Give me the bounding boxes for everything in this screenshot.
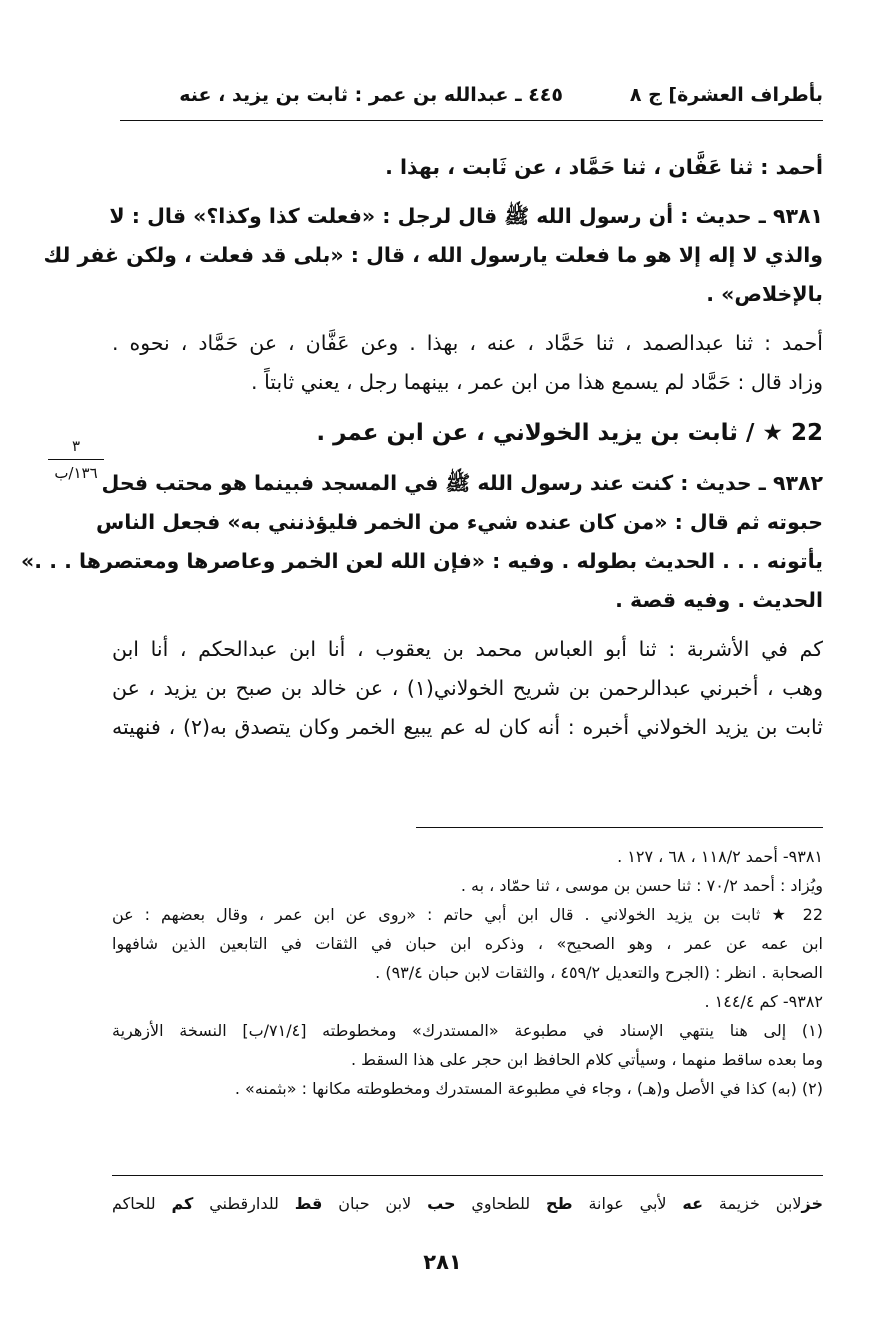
abbreviations-key [112, 1190, 823, 1218]
abbrev-item: حب لابن حبان [338, 1194, 456, 1213]
footnote-line: 22 ★ ثابت بن يزيد الخولاني . قال ابن أبي حاتم : «روى عن ابن عمر ، وقال بعضهم : عن [112, 905, 823, 924]
hadith-9382-line: ٩٣٨٢ ـ حديث : كنت عند رسول الله ﷺ في المسجد فبينما هو محتب فحل [101, 471, 823, 495]
text-line: ثابت بن يزيد الخولاني أخبره : أنه كان له عم يبيع الخمر وكان يتصدق به(٢) ، فنهيته [112, 715, 824, 739]
margin-note-divider [48, 459, 104, 460]
manuscript-margin-note [44, 436, 108, 483]
margin-note-bottom: ١٣٦/ب [54, 464, 98, 482]
margin-note-top: ٣ [71, 437, 81, 455]
header-chapter-title: ٤٤٥ ـ عبدالله بن عمر : ثابت بن يزيد ، عنه [179, 84, 563, 106]
text-line: كم في الأشربة : ثنا أبو العباس محمد بن يعقوب ، أنا ابن عبدالحكم ، أنا ابن [112, 637, 823, 661]
text-line: يأتونه . . . الحديث بطوله . وفيه : «فإن الله لعن الخمر وعاصرها ومعتصرها . . .» [21, 549, 823, 573]
text-line: بالإخلاص» . [706, 282, 823, 306]
footnote-line: وما بعده ساقط منهما ، وسيأتي كلام الحافظ ابن حجر على هذا السقط . [350, 1050, 823, 1069]
footnotes [112, 842, 823, 1103]
text-line: وهب ، أخبرني عبدالرحمن بن شريح الخولاني(١) ، عن خالد بن صبح بن يزيد ، عن [112, 676, 823, 700]
text-line: الحديث . وفيه قصة . [615, 588, 823, 612]
footnote-line: ويُزاد : أحمد ٧٠/٢ : ثنا حسن بن موسى ، ثنا حمّاد ، به . [460, 876, 823, 895]
header-book-title: بأطراف العشرة] ج ٨ [629, 84, 823, 106]
text-line: وزاد قال : حَمَّاد لم يسمع هذا من ابن عمر ، بينهما رجل ، يعني ثابتاً . [251, 370, 823, 394]
abbrev-item: عه لأبي عوانة [588, 1194, 704, 1213]
text-line: والذي لا إله إلا هو ما فعلت يارسول الله ، قال : «بلى قد فعلت ، ولكن غفر لك [43, 243, 823, 267]
page-number: ٢٨١ [423, 1250, 462, 1274]
abbrev-item: خزلابن خزيمة [718, 1194, 823, 1213]
footnote-line: ٩٣٨١- أحمد ١١٨/٢ ، ٦٨ ، ١٢٧ . [617, 847, 823, 866]
text-line: أحمد : ثنا عَفَّان ، ثنا حَمَّاد ، عن ثَابت ، بهذا . [385, 155, 823, 179]
footnote-line: الصحابة . انظر : (الجرح والتعديل ٤٥٩/٢ ، والثقات لابن حبان ٩٣/٤) . [375, 963, 823, 982]
footnote-rule [416, 827, 823, 828]
hadith-9381-line: ٩٣٨١ ـ حديث : أن رسول الله ﷺ قال لرجل : «فعلت كذا وكذا؟» قال : لا [109, 204, 823, 228]
abbrev-item: طح للطحاوي [471, 1194, 573, 1213]
footnote-line: (٢) (به) كذا في الأصل و(هـ) ، وجاء في مطبوعة المستدرك ومخطوطته مكانها : «بثمنه» . [234, 1079, 823, 1098]
abbreviations-rule [112, 1175, 823, 1176]
header-rule [120, 120, 823, 121]
footnote-line: ٩٣٨٢- كم ١٤٤/٤ . [704, 992, 823, 1011]
running-header [120, 84, 823, 118]
footnote-line: ابن عمه عن عمر ، وهو الصحيح» ، وذكره ابن حبان في الثقات في التابعين الذين شافهوا [112, 934, 823, 953]
footnote-line: (١) إلى هنا ينتهي الإسناد في مطبوعة «المستدرك» ومخطوطته [٧١/٤/ب] النسخة الأزهرية [112, 1021, 823, 1040]
text-line: حبوته ثم قال : «من كان عنده شيء من الخمر فليؤذنني به» فجعل الناس [96, 510, 823, 534]
abbrev-item: كم للحاكم [112, 1194, 194, 1213]
text-line: أحمد : ثنا عبدالصمد ، ثنا حَمَّاد ، عنه ، بهذا . وعن عَفَّان ، عن حَمَّاد ، نحوه . [112, 331, 823, 355]
abbrev-item: قط للدارقطني [209, 1194, 323, 1213]
section-heading: 22 ★ / ثابت بن يزيد الخولاني ، عن ابن عمر . [316, 420, 823, 446]
